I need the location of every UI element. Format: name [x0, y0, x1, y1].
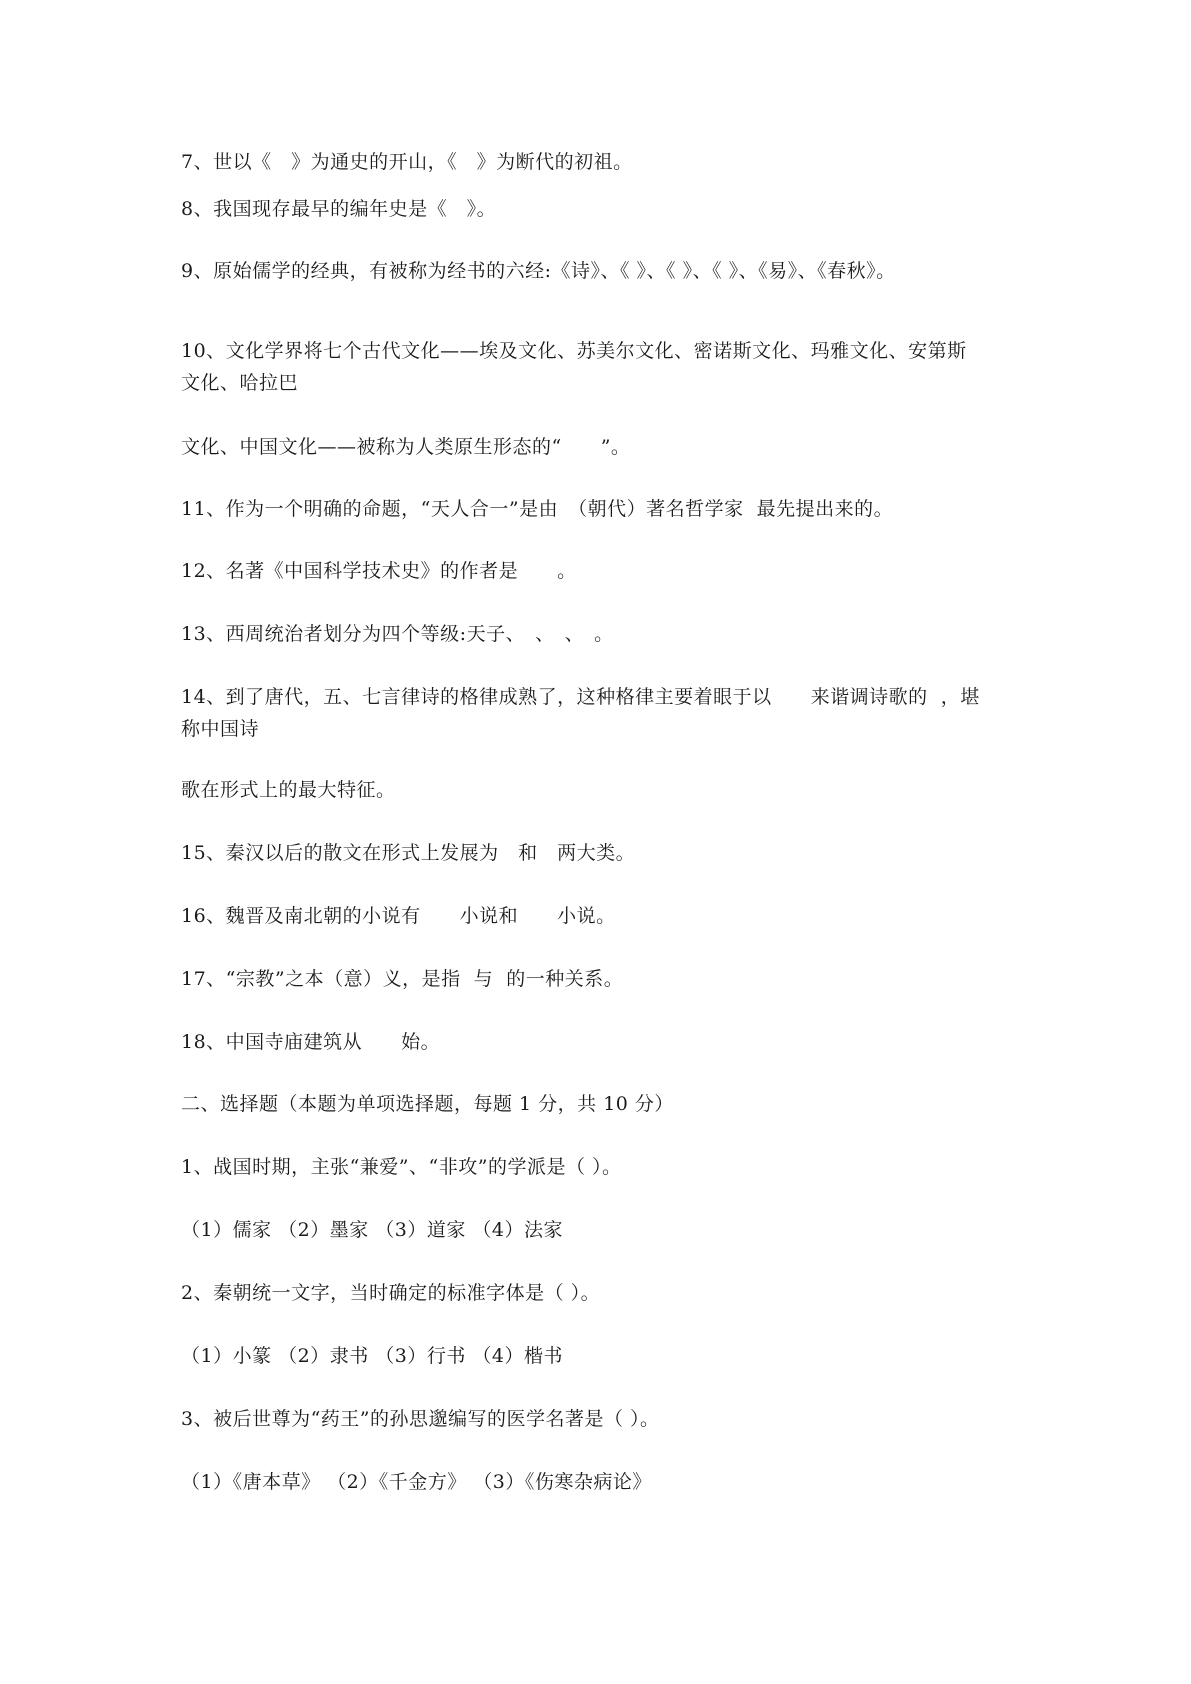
question-10-line-2: 文化、哈拉巴: [181, 372, 299, 394]
question-7: 7、世以《 》为通史的开山，《 》为断代的初祖。: [181, 151, 633, 173]
question-16: 16、魏晋及南北朝的小说有 小说和 小说。: [181, 905, 616, 927]
choice-options-2: （1）小篆 （2）隶书 （3）行书 （4）楷书: [181, 1345, 563, 1367]
choice-question-3: 3、被后世尊为“药王”的孙思邈编写的医学名著是（ ）。: [181, 1408, 660, 1430]
question-14-line-1: 14、到了唐代，五、七言律诗的格律成熟了，这种格律主要着眼于以 来谐调诗歌的 ，堪: [181, 686, 980, 708]
question-8: 8、我国现存最早的编年史是《 》。: [181, 198, 497, 220]
choice-question-1: 1、战国时期，主张“兼爱”、“非攻”的学派是（ ）。: [181, 1156, 622, 1178]
question-11: 11、作为一个明确的命题，“天人合一”是由 （朝代）著名哲学家 最先提出来的。: [181, 498, 894, 520]
question-9: 9、原始儒学的经典，有被称为经书的六经:《诗》、《 》、《 》、《 》、《易》、《春秋》。: [181, 260, 896, 282]
question-10-line-3: 文化、中国文化——被称为人类原生形态的“ ”。: [181, 436, 631, 458]
question-18: 18、中国寺庙建筑从 始。: [181, 1031, 441, 1053]
choice-question-2: 2、秦朝统一文字，当时确定的标准字体是（ ）。: [181, 1282, 601, 1304]
question-14-line-2: 称中国诗: [181, 718, 260, 740]
question-13: 13、西周统治者划分为四个等级:天子、 、 、 。: [181, 623, 614, 645]
choice-options-3: （1）《唐本草》 （2）《千金方》 （3）《伤寒杂病论》: [181, 1471, 652, 1493]
section-heading-choice: 二、选择题（本题为单项选择题，每题 1 分，共 10 分）: [181, 1093, 674, 1115]
question-14-line-3: 歌在形式上的最大特征。: [181, 779, 396, 801]
question-10-line-1: 10、文化学界将七个古代文化——埃及文化、苏美尔文化、密诺斯文化、玛雅文化、安第斯: [181, 340, 967, 362]
question-15: 15、秦汉以后的散文在形式上发展为 和 两大类。: [181, 842, 636, 864]
question-17: 17、“宗教”之本（意）义，是指 与 的一种关系。: [181, 968, 624, 990]
choice-options-1: （1）儒家 （2）墨家 （3）道家 （4）法家: [181, 1219, 563, 1241]
question-12: 12、名著《中国科学技术史》的作者是 。: [181, 560, 577, 582]
